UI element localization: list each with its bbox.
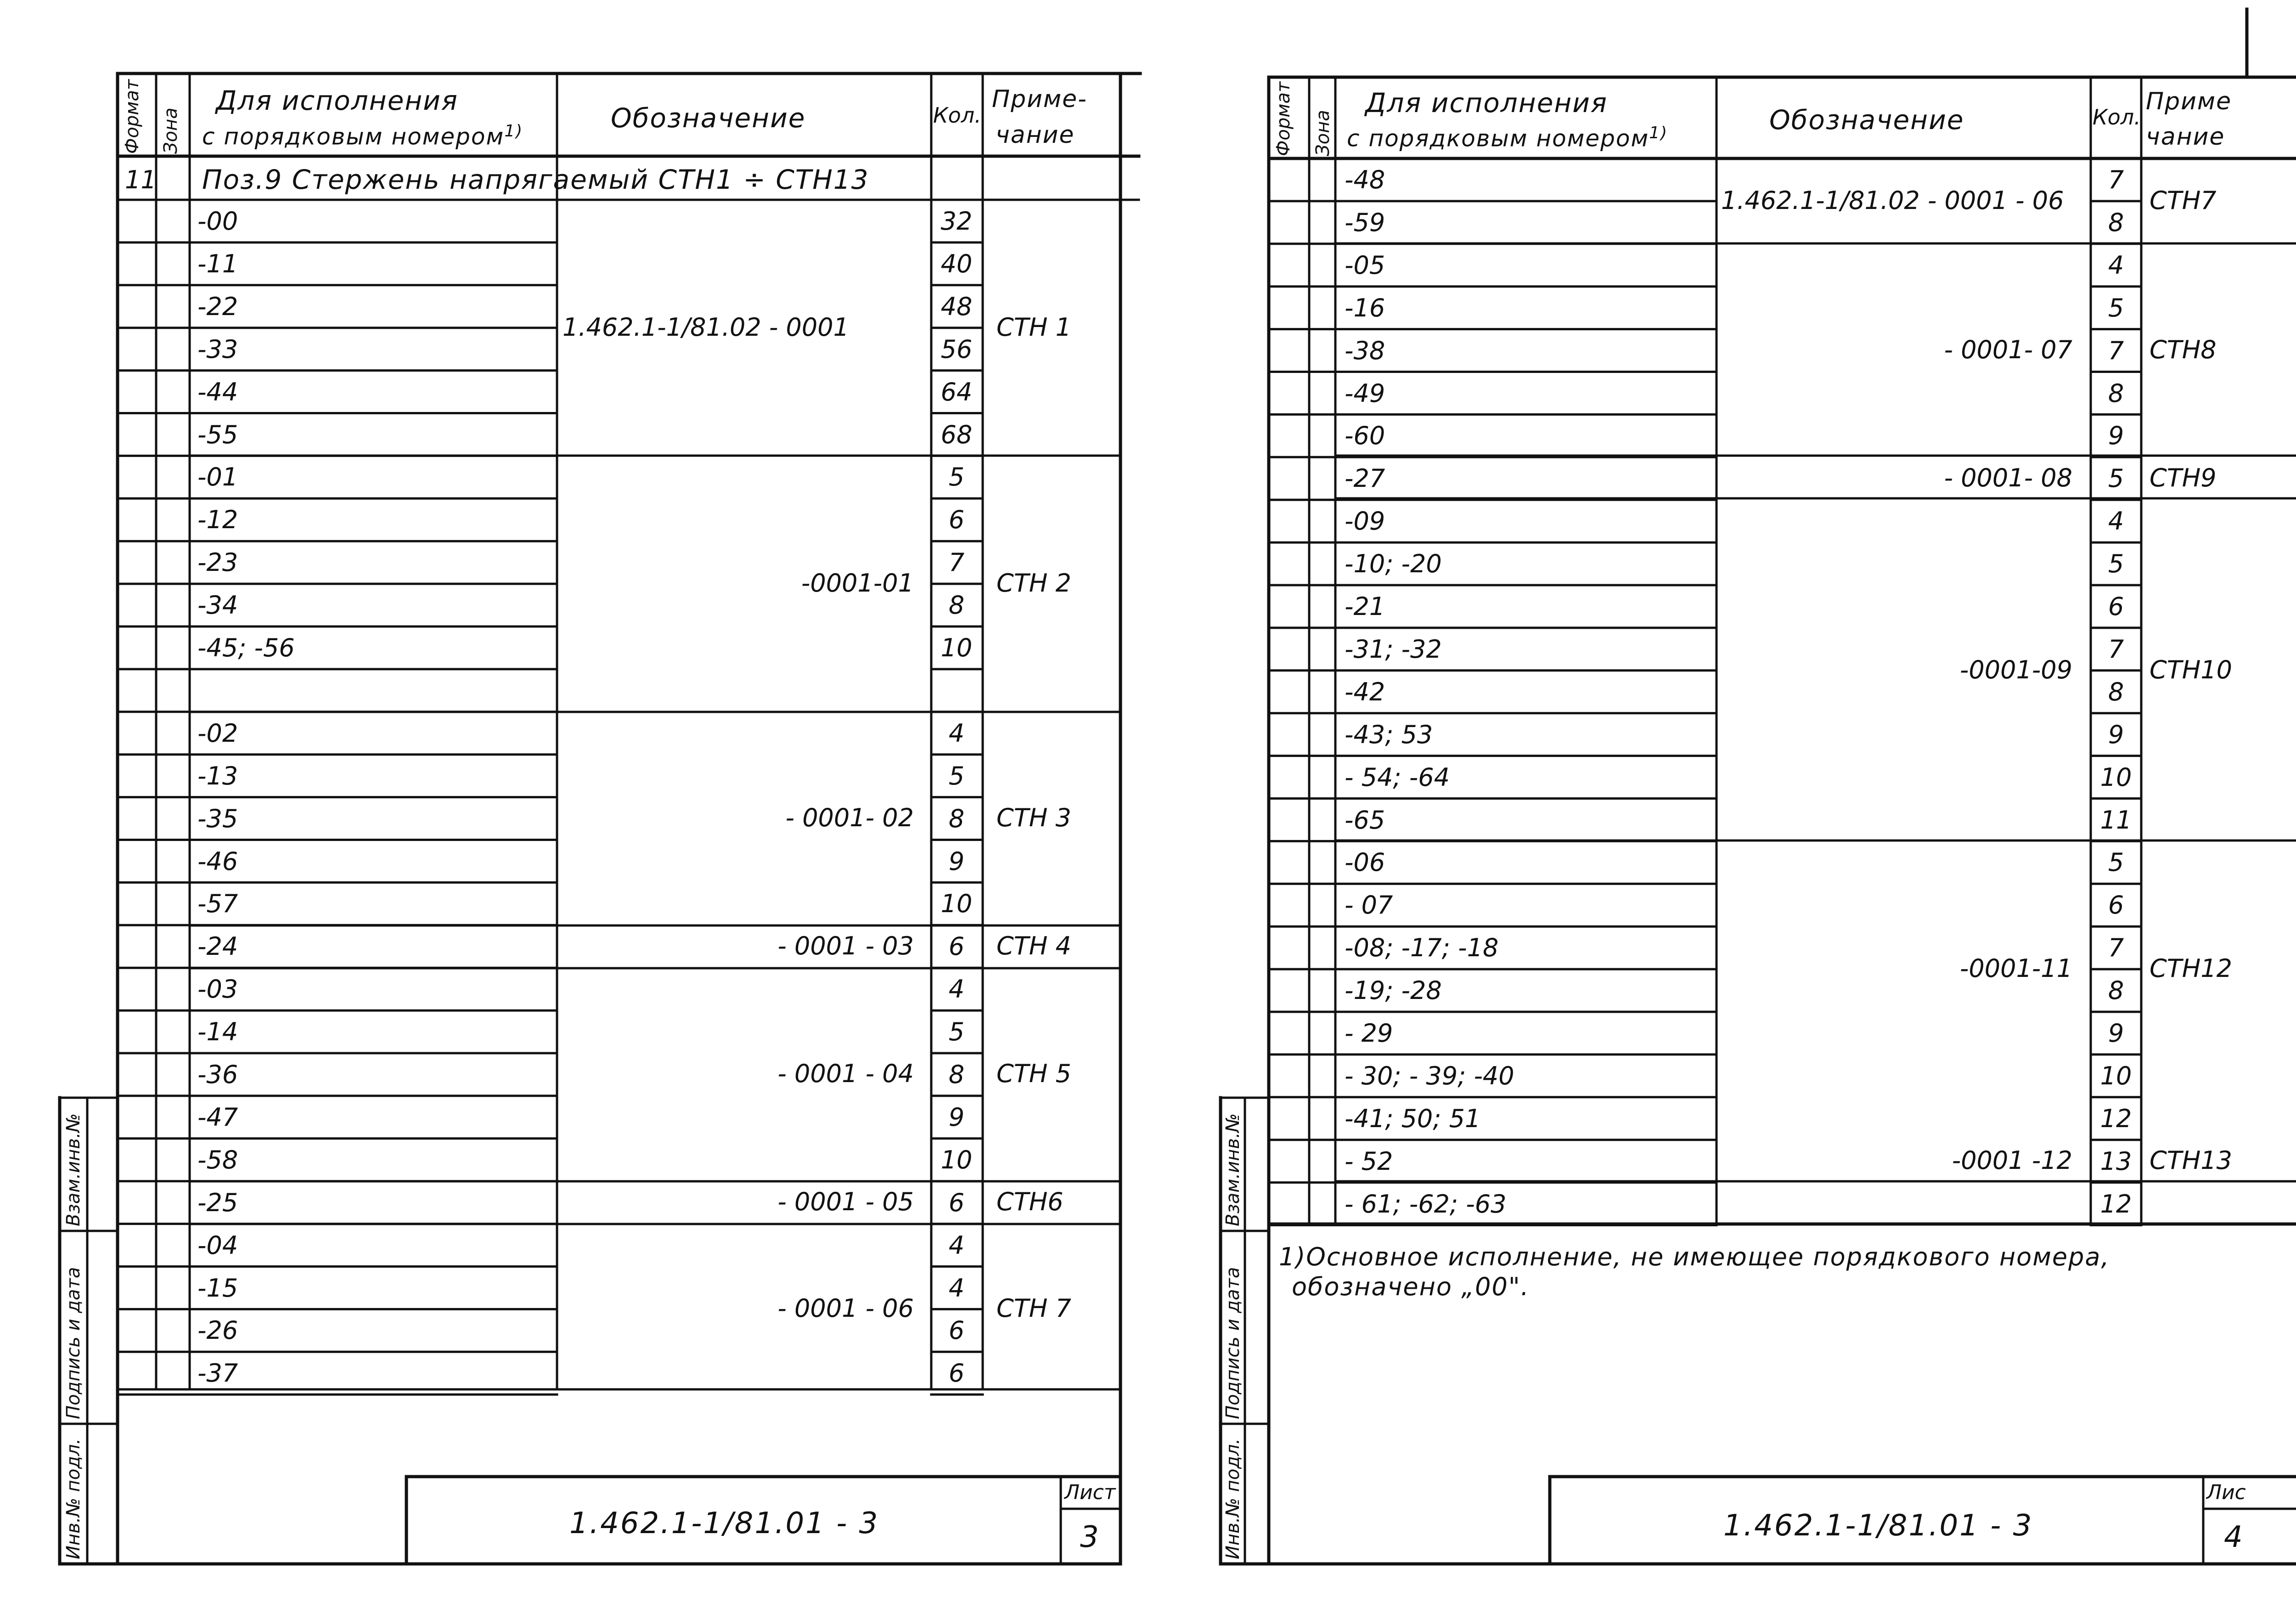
qty-cell: 8 [2108, 208, 2124, 237]
variant-cell: -16 [1345, 293, 1385, 322]
note-header-line1: Приме [2146, 88, 2232, 115]
variant-cell: -31; -32 [1345, 634, 1442, 664]
qty-cell: 9 [2108, 720, 2124, 749]
stamp-inv-orig: Инв.№ подл. [63, 1438, 84, 1559]
variant-cell: -48 [1345, 165, 1385, 194]
variant-cell: -00 [197, 207, 238, 236]
qty-cell: 13 [2100, 1146, 2132, 1176]
qty-cell: 5 [948, 761, 965, 790]
qty-cell: 10 [2100, 762, 2132, 792]
designation-cell: - 0001 - 06 [777, 1294, 914, 1323]
stamp-sign-date: Подпись и дата [63, 1267, 84, 1419]
qty-cell: 7 [948, 548, 965, 577]
variant-cell: -11 [197, 249, 238, 278]
note-cell: СТН 4 [996, 931, 1071, 960]
qty-cell: 6 [2108, 592, 2124, 621]
note-cell: СТН 1 [996, 312, 1071, 342]
variant-cell: -12 [197, 505, 238, 535]
qty-cell: 64 [940, 377, 973, 406]
qty-cell: 7 [2108, 634, 2124, 664]
note-header-line2: чание [2146, 123, 2225, 151]
variant-header-line2: с порядковым номером$^{1)}$ [1347, 124, 1668, 152]
format-header: Формат [1273, 81, 1294, 156]
qty-cell: 6 [948, 1359, 965, 1388]
designation-cell: 1.462.1-1/81.02 - 0001 - 06 [1721, 186, 2064, 215]
qty-cell: 8 [948, 591, 965, 620]
qty-cell: 10 [2100, 1061, 2132, 1090]
note-header-line1: Приме- [992, 85, 1087, 113]
qty-cell: 48 [940, 292, 973, 321]
qty-cell: 6 [948, 932, 965, 961]
note-cell: СТН 2 [996, 569, 1071, 598]
variant-cell: -59 [1345, 208, 1385, 237]
qty-cell: 7 [2108, 336, 2124, 365]
format-header: Формат [122, 79, 143, 154]
qty-cell: 4 [2108, 507, 2124, 536]
sheet-number: 3 [1080, 1520, 1100, 1554]
variant-cell: -37 [197, 1359, 238, 1388]
variant-cell: -10; -20 [1345, 549, 1442, 579]
variant-cell: -46 [197, 846, 238, 876]
variant-cell: -08; -17; -18 [1345, 933, 1499, 963]
qty-header: Кол. [2093, 105, 2141, 130]
designation-header: Обозначение [1769, 104, 1964, 135]
designation-cell: - 0001- 07 [1944, 335, 2072, 365]
sheet-number: 4 [2224, 1520, 2244, 1554]
variant-cell: -19; -28 [1345, 976, 1442, 1005]
variant-cell: - 54; -64 [1345, 762, 1450, 792]
zone-header: Зона [1312, 110, 1334, 156]
qty-cell: 8 [2108, 677, 2124, 706]
qty-cell: 6 [948, 1188, 965, 1217]
qty-cell: 6 [948, 505, 965, 535]
variant-cell: -44 [197, 377, 238, 406]
variant-cell: -09 [1345, 507, 1385, 536]
note-cell: СТН8 [2150, 335, 2217, 365]
variant-cell: -60 [1345, 421, 1385, 451]
stamp-interchange: Взам.инв.№ [63, 1113, 84, 1226]
variant-cell: -23 [197, 548, 238, 577]
variant-cell: -33 [197, 334, 238, 364]
variant-cell: -25 [197, 1188, 238, 1217]
right-sheet [1154, 0, 2296, 1619]
designation-cell: -0001-09 [1959, 655, 2072, 684]
variant-cell: -01 [197, 463, 238, 492]
designation-cell: - 0001 - 05 [777, 1187, 914, 1217]
qty-cell: 7 [2108, 933, 2124, 963]
qty-cell: 32 [940, 207, 973, 236]
qty-cell: 11 [2100, 805, 2132, 835]
qty-cell: 5 [948, 1017, 965, 1047]
variant-cell: -02 [197, 718, 238, 748]
variant-cell: -47 [197, 1102, 238, 1132]
qty-cell: 5 [2108, 549, 2124, 579]
qty-cell: 10 [940, 633, 973, 662]
qty-cell: 4 [948, 1230, 965, 1260]
qty-cell: 7 [2108, 165, 2124, 194]
variant-cell: -45; -56 [197, 633, 295, 662]
qty-header: Кол. [933, 103, 981, 128]
qty-cell: 8 [2108, 976, 2124, 1005]
qty-cell: 5 [2108, 848, 2124, 877]
variant-cell: -38 [1345, 336, 1385, 365]
qty-cell: 9 [948, 1102, 965, 1132]
qty-cell: 68 [940, 420, 973, 449]
designation-cell: 1.462.1-1/81.02 - 0001 [563, 312, 849, 342]
variant-cell: -57 [197, 889, 238, 919]
zone-header: Зона [160, 107, 181, 154]
qty-cell: 9 [2108, 1019, 2124, 1048]
qty-cell: 6 [2108, 891, 2124, 920]
variant-cell: -03 [197, 975, 238, 1004]
variant-cell: -13 [197, 761, 238, 790]
sheet-label: Лист [1064, 1481, 1116, 1504]
designation-cell: - 0001 - 04 [777, 1059, 914, 1089]
note-header-line2: чание [996, 121, 1075, 149]
note-cell: СТН13 [2150, 1146, 2233, 1175]
variant-cell: -06 [1345, 848, 1385, 877]
variant-header-line1: Для исполнения [1365, 87, 1608, 118]
variant-cell: -21 [1345, 592, 1385, 621]
sheet-label: Лис [2206, 1481, 2246, 1504]
qty-cell: 4 [948, 975, 965, 1004]
stamp-sign-date: Подпись и дата [1222, 1267, 1244, 1419]
qty-cell: 9 [948, 846, 965, 876]
qty-cell: 9 [2108, 421, 2124, 451]
qty-cell: 8 [2108, 378, 2124, 408]
note-cell: СТН 5 [996, 1059, 1071, 1089]
footnote-line1: 1)Основное исполнение, не имеющее порядкового номера, [1279, 1242, 2110, 1271]
designation-cell: - 0001- 08 [1944, 463, 2072, 492]
qty-cell: 8 [948, 804, 965, 833]
qty-cell: 5 [2108, 293, 2124, 322]
variant-cell: -05 [1345, 250, 1385, 280]
variant-cell: -55 [197, 420, 238, 449]
note-cell: СТН9 [2150, 463, 2217, 492]
qty-cell: 10 [940, 889, 973, 919]
qty-cell: 56 [940, 334, 973, 364]
variant-header-line2: с порядковым номером$^{1)}$ [202, 122, 523, 150]
variant-cell: -34 [197, 591, 238, 620]
section-title: Поз.9 Стержень напрягаемый СТН1 ÷ СТН13 [202, 164, 869, 195]
designation-cell: -0001-01 [801, 569, 914, 598]
variant-header-line1: Для исполнения [216, 85, 458, 116]
variant-cell: -22 [197, 292, 238, 321]
variant-cell: - 52 [1345, 1146, 1393, 1176]
qty-cell: 5 [2108, 464, 2124, 493]
variant-cell: -35 [197, 804, 238, 833]
doc-code: 1.462.1-1/81.01 - 3 [1723, 1509, 2033, 1543]
qty-cell: 12 [2100, 1189, 2132, 1218]
variant-cell: - 29 [1345, 1019, 1393, 1048]
variant-cell: -43; 53 [1345, 720, 1433, 749]
variant-cell: -49 [1345, 378, 1385, 408]
designation-cell: - 0001- 02 [785, 803, 914, 833]
variant-cell: - 07 [1345, 891, 1393, 920]
designation-header: Обозначение [611, 102, 806, 134]
doc-code: 1.462.1-1/81.01 - 3 [569, 1506, 879, 1540]
stamp-interchange: Взам.инв.№ [1222, 1113, 1244, 1226]
stamp-inv-orig: Инв.№ подл. [1222, 1438, 1244, 1559]
qty-cell: 4 [948, 1273, 965, 1303]
qty-cell: 5 [948, 463, 965, 492]
designation-cell: - 0001 - 03 [777, 931, 914, 960]
variant-cell: -58 [197, 1145, 238, 1174]
variant-cell: -41; 50; 51 [1345, 1104, 1481, 1133]
qty-cell: 6 [948, 1316, 965, 1345]
variant-cell: - 30; - 39; -40 [1345, 1061, 1514, 1090]
variant-cell: -24 [197, 932, 238, 961]
note-cell: СТН10 [2150, 655, 2233, 684]
qty-cell: 40 [940, 249, 973, 278]
format-value: 11 [125, 165, 157, 194]
footnote-line2: обозначено „00". [1292, 1272, 1530, 1301]
qty-cell: 12 [2100, 1104, 2132, 1133]
variant-cell: -27 [1345, 464, 1385, 493]
qty-cell: 4 [2108, 250, 2124, 280]
variant-cell: -14 [197, 1017, 238, 1047]
note-cell: СТН6 [996, 1187, 1064, 1217]
qty-cell: 4 [948, 718, 965, 748]
variant-cell: -26 [197, 1316, 238, 1345]
note-cell: СТН7 [2150, 186, 2217, 215]
qty-cell: 8 [948, 1060, 965, 1089]
variant-cell: -15 [197, 1273, 238, 1303]
variant-cell: -04 [197, 1230, 238, 1260]
variant-cell: -36 [197, 1060, 238, 1089]
qty-cell: 10 [940, 1145, 973, 1174]
designation-cell: -0001-11 [1959, 954, 2072, 983]
note-cell: СТН12 [2150, 954, 2233, 983]
variant-cell: - 61; -62; -63 [1345, 1189, 1507, 1218]
variant-cell: -42 [1345, 677, 1385, 706]
variant-cell: -65 [1345, 805, 1385, 835]
designation-cell: -0001 -12 [1952, 1146, 2072, 1175]
note-cell: СТН 3 [996, 803, 1071, 833]
note-cell: СТН 7 [996, 1294, 1071, 1323]
